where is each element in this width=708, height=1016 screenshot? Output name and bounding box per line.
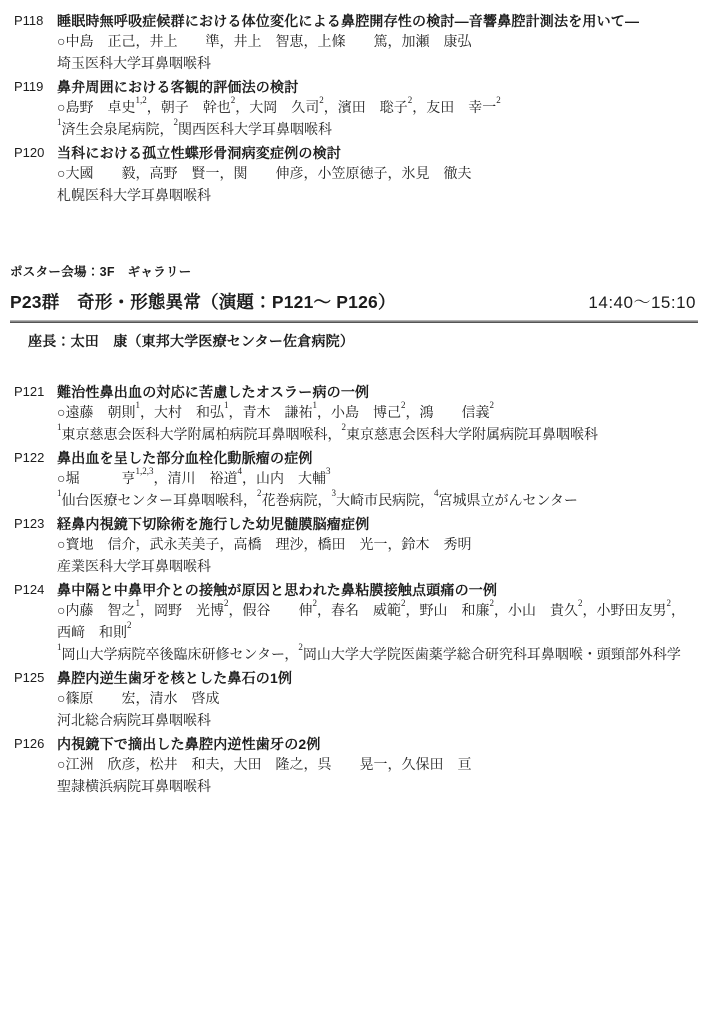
entry-title: 鼻中隔と中鼻甲介との接触が原因と思われた鼻粘膜接触点頭痛の一例 — [57, 582, 498, 598]
author-name: 岡野 光博$^2$， — [153, 598, 243, 619]
author-name: ○中島 正己， — [57, 35, 150, 50]
author-name: 高橋 理沙， — [233, 538, 318, 553]
author-name: 小山 貴久$^2$， — [507, 598, 597, 619]
author-affiliation-ref: 1,2 — [135, 95, 147, 105]
author-name: 鴻 信義$^2$ — [419, 400, 494, 421]
program-entry — [14, 447, 696, 513]
entry-authors — [57, 466, 696, 491]
author-affiliation-ref: 1,2,3 — [135, 466, 154, 476]
author-name: 大田 隆之， — [233, 758, 318, 773]
poster-venue-note: ポスター会場：3F ギャラリー — [10, 265, 192, 279]
entry-title: 内視鏡下で摘出した鼻腔内逆性歯牙の2例 — [57, 736, 321, 752]
author-affiliation-ref: 1 — [135, 400, 140, 410]
author-name: 山内 大輔$^3$ — [255, 466, 331, 487]
author-affiliation-ref: 2 — [407, 95, 413, 105]
author-name: 小島 博己$^2$， — [330, 400, 420, 421]
author-name: ○篠原 宏， — [57, 692, 150, 707]
affiliation-number: 2 — [341, 422, 346, 432]
entry-body — [57, 513, 696, 579]
session-group-title: P23群 奇形・形態異常（演題：P121～ P126） — [10, 292, 396, 312]
author-name: 清川 裕道$^4$， — [167, 466, 256, 487]
entry-authors — [57, 32, 696, 54]
entry-title: 当科における孤立性蝶形骨洞病変症例の検討 — [57, 145, 341, 161]
author-affiliation-ref: 4 — [237, 466, 242, 476]
entry-id: P120 — [14, 145, 45, 160]
author-name: ○大國 毅， — [57, 167, 150, 182]
program-entry — [14, 579, 696, 667]
author-name: 大村 和弘$^1$， — [153, 400, 243, 421]
author-affiliation-ref: 1 — [312, 400, 317, 410]
author-affiliation-ref: 1 — [135, 598, 140, 608]
program-entry — [14, 10, 696, 76]
entry-body — [57, 733, 696, 799]
entry-authors — [57, 598, 696, 623]
program-entry — [14, 142, 696, 208]
session-heading-row — [10, 288, 696, 314]
entry-title: 難治性鼻出血の対応に苦慮したオスラー病の一例 — [57, 384, 370, 400]
affiliation-number: 3 — [331, 488, 336, 498]
entry-list-session — [14, 381, 696, 799]
author-name: 朝子 幹也$^2$， — [160, 95, 250, 116]
author-name: 清水 啓成 — [149, 692, 220, 707]
program-entry — [14, 513, 696, 579]
entry-body — [57, 579, 696, 667]
entry-title: 鼻腔内逆生歯牙を核とした鼻石の1例 — [57, 670, 293, 686]
author-name: 青木 謙祐$^1$， — [242, 400, 331, 421]
author-affiliation-ref: 2 — [230, 95, 236, 105]
author-name: 加瀬 康弘 — [401, 35, 472, 50]
author-name: ○島野 卓史$^{1,2}$， — [57, 95, 161, 116]
entry-authors — [57, 400, 696, 425]
entry-id: P119 — [14, 79, 44, 94]
session-divider-rule — [10, 320, 698, 323]
author-affiliation-ref: 2 — [319, 95, 324, 105]
author-name: ○内藤 智之$^1$， — [57, 598, 154, 619]
entry-id: P125 — [14, 670, 45, 685]
author-name: 松井 和夫， — [149, 758, 234, 773]
author-affiliation-ref: 2 — [127, 620, 132, 630]
entry-affiliations: 産業医科大学耳鼻咽喉科 — [57, 560, 211, 575]
author-affiliation-ref: 2 — [489, 598, 494, 608]
author-affiliation-ref: 2 — [666, 598, 671, 608]
entry-authors — [57, 755, 696, 777]
author-name: 久保田 亘 — [401, 758, 472, 773]
program-entry — [14, 733, 696, 799]
author-name: 武永芙美子， — [149, 538, 234, 553]
entry-body — [57, 76, 696, 142]
entry-authors — [57, 95, 696, 120]
entry-affiliations: 河北総合病院耳鼻咽喉科 — [57, 714, 211, 729]
author-affiliation-ref: 2 — [223, 598, 229, 608]
entry-affiliations: $^1$東京慈恵会医科大学附属柏病院耳鼻咽喉科，$^2$東京慈恵会医科大学附属病院耳鼻咽喉科 — [57, 422, 598, 443]
author-name: 鈴木 秀明 — [401, 538, 472, 553]
entry-title: 鼻弁周囲における客観的評価法の検討 — [57, 79, 299, 95]
entry-id: P122 — [14, 450, 45, 465]
author-name: 井上 智恵， — [233, 35, 318, 50]
affiliation-number: 4 — [433, 488, 439, 498]
affiliation-number: 1 — [57, 422, 62, 432]
author-affiliation-ref: 2 — [496, 95, 501, 105]
affiliation-number: 1 — [57, 117, 62, 127]
affiliation-number: 1 — [57, 488, 62, 498]
entry-list-top — [14, 10, 696, 208]
program-entry — [14, 667, 696, 733]
entry-authors — [57, 620, 696, 645]
affiliation-number: 2 — [173, 117, 178, 127]
entry-title: 経鼻内視鏡下切除術を施行した幼児髄膜脳瘤症例 — [57, 516, 370, 532]
entry-id: P118 — [14, 13, 44, 28]
entry-body — [57, 10, 696, 76]
author-name: 春名 威範$^2$， — [330, 598, 420, 619]
session-time-range: 14:40～15:10 — [588, 293, 696, 312]
author-affiliation-ref: 3 — [325, 466, 331, 476]
affiliation-number: 2 — [298, 642, 303, 652]
entry-id: P126 — [14, 736, 45, 751]
author-name: 西﨑 和則$^2$ — [57, 620, 132, 641]
author-name: ○堀 亨$^{1,2,3}$， — [57, 466, 168, 487]
author-affiliation-ref: 2 — [312, 598, 317, 608]
entry-authors — [57, 535, 696, 557]
entry-affiliations: 聖隷横浜病院耳鼻咽喉科 — [57, 780, 211, 795]
author-name: 井上 準， — [149, 35, 234, 50]
entry-affiliations: 埼玉医科大学耳鼻咽喉科 — [57, 57, 211, 72]
session-chair: 座長：太田 康（東邦大学医療センター佐倉病院） — [28, 333, 355, 349]
author-name: ○寳地 信介， — [57, 538, 150, 553]
entry-affiliations: $^1$岡山大学病院卒後臨床研修センター，$^2$岡山大学大学院医歯薬学総合研究科耳鼻咽喉・頭頸部外科学 — [57, 642, 681, 663]
affiliation-number: 1 — [57, 642, 62, 652]
author-name: 関 伸彦， — [233, 167, 318, 182]
author-name: 上條 篤， — [317, 35, 402, 50]
author-name: 友田 幸一$^2$ — [426, 95, 501, 116]
author-name: 大岡 久司$^2$， — [249, 95, 338, 116]
entry-id: P123 — [14, 516, 45, 531]
author-name: 濱田 聡子$^2$， — [337, 95, 427, 116]
author-name: ○遠藤 朝則$^1$， — [57, 400, 154, 421]
author-name: 小野田友男$^2$， — [596, 598, 685, 619]
entry-authors — [57, 164, 696, 186]
author-affiliation-ref: 2 — [400, 598, 406, 608]
entry-body — [57, 447, 696, 513]
author-name: 野山 和廉$^2$， — [419, 598, 508, 619]
session-block-p23 — [10, 264, 696, 799]
author-name: ○江洲 欣彦， — [57, 758, 150, 773]
program-entry — [14, 381, 696, 447]
author-name: 氷見 徹夫 — [401, 167, 472, 182]
entry-id: P121 — [14, 384, 45, 399]
author-name: 橋田 光一， — [317, 538, 402, 553]
entry-id: P124 — [14, 582, 45, 597]
entry-body — [57, 142, 696, 208]
entry-body — [57, 667, 696, 733]
author-name: 高野 賢一， — [149, 167, 234, 182]
entry-affiliations: $^1$仙台医療センター耳鼻咽喉科，$^2$花巻病院，$^3$大崎市民病院，$^4$宮城県立がんセンター — [57, 488, 578, 509]
author-affiliation-ref: 2 — [489, 400, 494, 410]
entry-title: 睡眠時無呼吸症候群における体位変化による鼻腔開存性の検討―音響鼻腔計測法を用いて― — [57, 13, 640, 29]
author-affiliation-ref: 2 — [577, 598, 583, 608]
entry-title: 鼻出血を呈した部分血栓化動脈瘤の症例 — [57, 450, 313, 466]
author-affiliation-ref: 1 — [223, 400, 229, 410]
entry-authors — [57, 689, 696, 711]
author-name: 假谷 伸$^2$， — [242, 598, 331, 619]
entry-affiliations: $^1$済生会泉尾病院，$^2$関西医科大学耳鼻咽喉科 — [57, 117, 332, 138]
author-name: 呉 晃一， — [317, 758, 402, 773]
entry-affiliations: 札幌医科大学耳鼻咽喉科 — [57, 189, 211, 204]
program-entry — [14, 76, 696, 142]
author-affiliation-ref: 2 — [400, 400, 406, 410]
affiliation-number: 2 — [256, 488, 262, 498]
entry-body — [57, 381, 696, 447]
author-name: 小笠原徳子， — [317, 167, 402, 182]
